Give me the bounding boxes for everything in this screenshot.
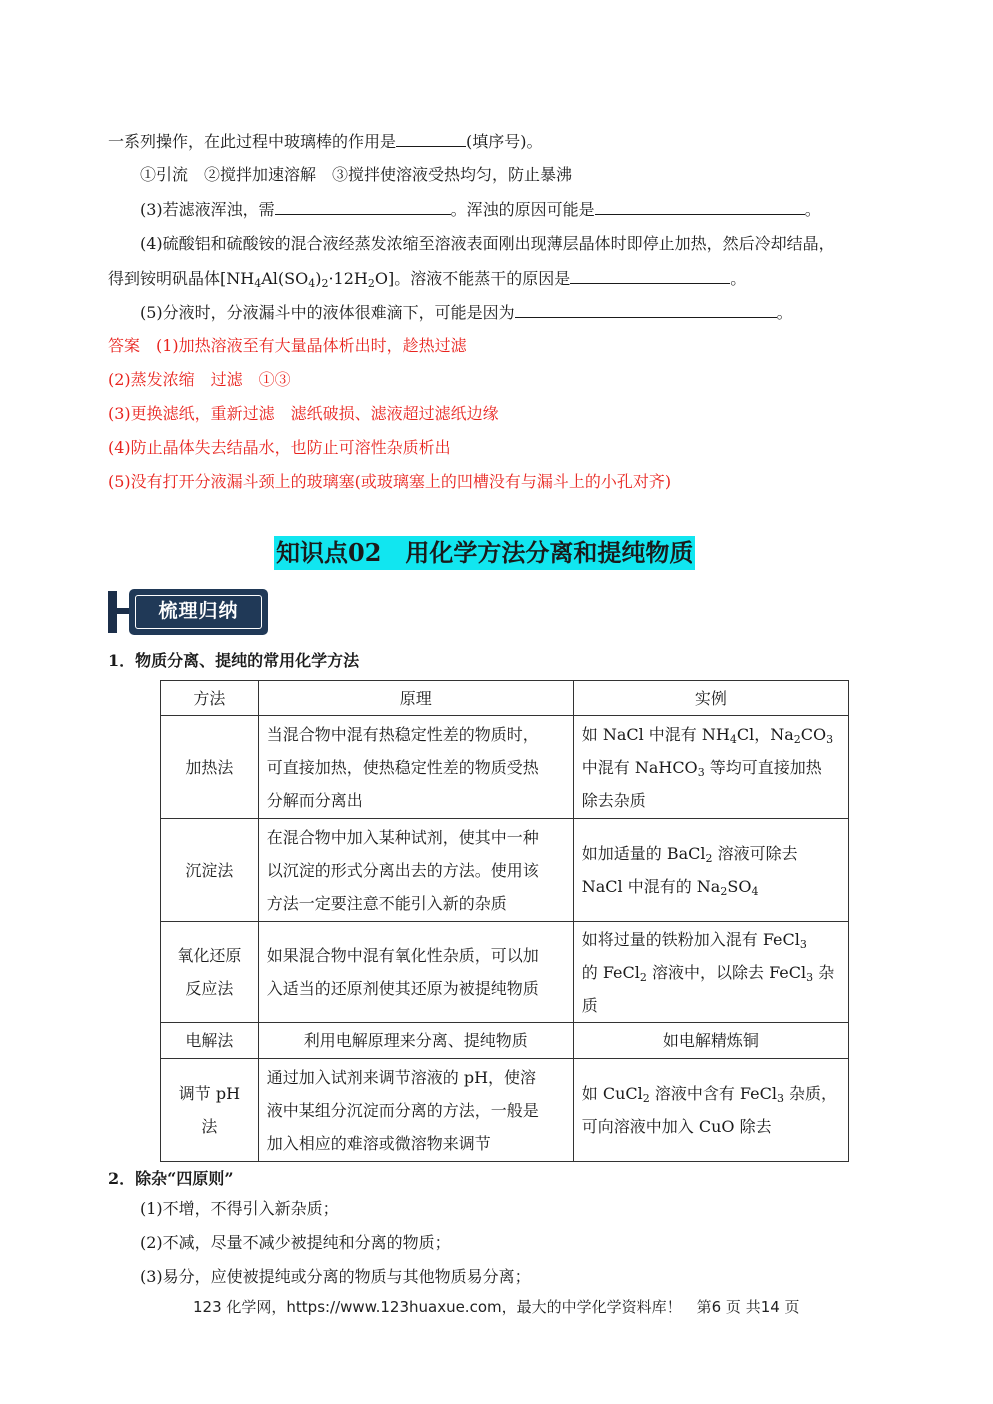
header-example: 实例 [573, 681, 848, 716]
badge-label: 梳理归纳 [135, 595, 262, 629]
table-row [161, 1023, 849, 1059]
subheading-2: 2．除杂“四原则” [108, 1169, 234, 1188]
answer-1: 答案 (1)加热溶液至有大量晶体析出时，趁热过滤 [108, 336, 467, 355]
cell-principle: 在混合物中加入某种试剂，使其中一种 以沉淀的形式分离出去的方法。使用该 方法一定要注意不能引入新的杂质 [258, 819, 573, 922]
methods-table [160, 680, 849, 1162]
question-4-line2: 得到铵明矾晶体$[NH_4Al(SO_4)_2\cdot 12H_2O]$。溶液不能蒸干的原因是 。 [108, 269, 747, 290]
cell-example: 如加适量的 BaCl$_2$ 溶液可除去 NaCl 中混有的 $Na_2SO_4$ [573, 819, 848, 922]
summary-badge [108, 589, 266, 635]
answer-3: (3)更换滤纸，重新过滤 滤纸破损、滤液超过滤纸边缘 [108, 404, 499, 423]
answer-blank [275, 198, 451, 215]
answer-blank [595, 198, 805, 215]
answer-5: (5)没有打开分液漏斗颈上的玻璃塞(或玻璃塞上的凹槽没有与漏斗上的小孔对齐) [108, 472, 672, 491]
section-title: 知识点02 用化学方法分离和提纯物质 [274, 536, 695, 570]
table-row [161, 1059, 849, 1162]
answer-2: (2)蒸发浓缩 过滤 ①③ [108, 370, 291, 389]
question-3: (3)若滤液浑浊，需 。浑浊的原因可能是 。 [140, 200, 821, 219]
badge-bar [108, 591, 117, 633]
header-method: 方法 [161, 681, 259, 716]
table-row [161, 716, 849, 819]
answer-blank [515, 301, 777, 318]
cell-principle: 当混合物中混有热稳定性差的物质时， 可直接加热，使热稳定性差的物质受热 分解而分离出 [258, 716, 573, 819]
question-5: (5)分液时，分液漏斗中的液体很难滴下，可能是因为 。 [140, 303, 793, 322]
rule-item: (1)不增，不得引入新杂质； [140, 1199, 339, 1218]
table-header-row [161, 681, 849, 716]
cell-principle: 利用电解原理来分离、提纯物质 [258, 1023, 573, 1059]
cell-method: 调节 pH 法 [161, 1059, 259, 1162]
subheading-1: 1．物质分离、提纯的常用化学方法 [108, 651, 360, 670]
cell-method: 氧化还原 反应法 [161, 922, 259, 1023]
answer-blank [570, 267, 730, 284]
rule-item: (3)易分，应使被提纯或分离的物质与其他物质易分离； [140, 1267, 531, 1286]
table-row [161, 922, 849, 1023]
cell-principle: 通过加入试剂来调节溶液的 pH，使溶 液中某组分沉淀而分离的方法，一般是 加入相应的难溶或微溶物来调节 [258, 1059, 573, 1162]
header-principle: 原理 [258, 681, 573, 716]
question-line-1: 一系列操作，在此过程中玻璃棒的作用是 (填序号)。 [108, 132, 543, 151]
page-footer: 123 化学网，https://www.123huaxue.com，最大的中学化学资料库！ 第6 页 共14 页 [193, 1298, 800, 1316]
cell-example: 如电解精炼铜 [573, 1023, 848, 1059]
answer-4: (4)防止晶体失去结晶水，也防止可溶性杂质析出 [108, 438, 451, 457]
question-4-line1: (4)硫酸铝和硫酸铵的混合液经蒸发浓缩至溶液表面刚出现薄层晶体时即停止加热，然后冷却结晶， [140, 234, 835, 253]
cell-example: 如将过量的铁粉加入混有 FeCl$_3$ 的 FeCl$_2$ 溶液中，以除去 FeCl$_3$ 杂 质 [573, 922, 848, 1023]
cell-example: 如 NaCl 中混有 $NH_4Cl$，$Na_2CO_3$ 中混有 NaHCO$_3$ 等均可直接加热 除去杂质 [573, 716, 848, 819]
badge-box [129, 589, 268, 635]
answer-blank [396, 130, 466, 147]
cell-method: 加热法 [161, 716, 259, 819]
cell-example: 如 CuCl$_2$ 溶液中含有 FeCl$_3$ 杂质， 可向溶液中加入 CuO 除去 [573, 1059, 848, 1162]
options-line: ①引流 ②搅拌加速溶解 ③搅拌使溶液受热均匀，防止暴沸 [140, 165, 573, 184]
cell-method: 电解法 [161, 1023, 259, 1059]
rule-item: (2)不减，尽量不减少被提纯和分离的物质； [140, 1233, 451, 1252]
table-row [161, 819, 849, 922]
cell-method: 沉淀法 [161, 819, 259, 922]
badge-connector [117, 608, 129, 614]
cell-principle: 如果混合物中混有氧化性杂质，可以加 入适当的还原剂使其还原为被提纯物质 [258, 922, 573, 1023]
